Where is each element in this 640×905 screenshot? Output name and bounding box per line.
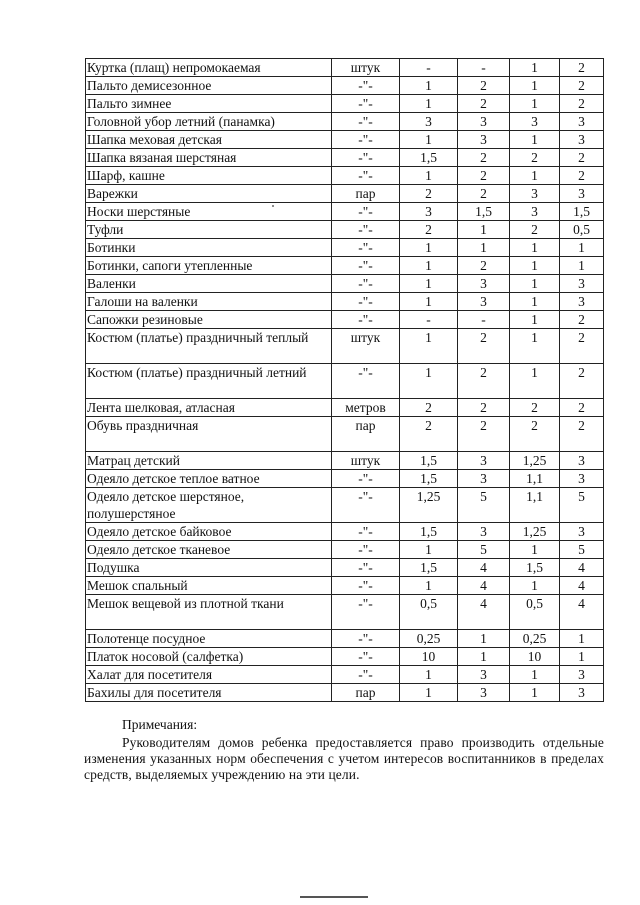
norm-value-cell-3: 1,1 bbox=[510, 488, 560, 523]
item-name-cell: Мешок вещевой из плотной ткани bbox=[86, 595, 332, 630]
unit-cell: штук bbox=[332, 452, 400, 470]
norm-value-cell-3: 10 bbox=[510, 648, 560, 666]
norm-value-cell-3: 3 bbox=[510, 185, 560, 203]
item-name-cell: Полотенце посудное bbox=[86, 630, 332, 648]
unit-cell: -"- bbox=[332, 559, 400, 577]
norm-value-cell-4: 5 bbox=[560, 488, 604, 523]
norm-value-cell-4: 4 bbox=[560, 559, 604, 577]
norm-value-cell-1: 1 bbox=[400, 577, 458, 595]
norm-value-cell-1: 1 bbox=[400, 293, 458, 311]
norm-value-cell-3: 3 bbox=[510, 203, 560, 221]
table-row bbox=[86, 257, 604, 275]
norm-value-cell-4: 3 bbox=[560, 470, 604, 488]
norm-value-cell-4: 1 bbox=[560, 648, 604, 666]
norm-value-cell-1: 1,5 bbox=[400, 452, 458, 470]
unit-cell: -"- bbox=[332, 311, 400, 329]
norm-value-cell-1: 1 bbox=[400, 329, 458, 364]
norm-value-cell-2: 3 bbox=[458, 470, 510, 488]
norm-value-cell-3: 1,1 bbox=[510, 470, 560, 488]
norm-value-cell-3: 1 bbox=[510, 275, 560, 293]
norm-value-cell-2: 2 bbox=[458, 185, 510, 203]
table-row bbox=[86, 488, 604, 523]
norm-value-cell-1: 1 bbox=[400, 77, 458, 95]
norm-value-cell-3: 1 bbox=[510, 167, 560, 185]
norm-value-cell-2: 2 bbox=[458, 329, 510, 364]
norm-value-cell-4: 3 bbox=[560, 452, 604, 470]
table-row bbox=[86, 559, 604, 577]
norm-value-cell-2: 1 bbox=[458, 239, 510, 257]
norm-value-cell-2: 5 bbox=[458, 488, 510, 523]
table-row bbox=[86, 293, 604, 311]
item-name-cell: Туфли bbox=[86, 221, 332, 239]
norm-value-cell-3: 1 bbox=[510, 293, 560, 311]
norm-value-cell-1: - bbox=[400, 311, 458, 329]
unit-cell: штук bbox=[332, 59, 400, 77]
unit-cell: -"- bbox=[332, 221, 400, 239]
unit-cell: -"- bbox=[332, 595, 400, 630]
norm-value-cell-1: 1,25 bbox=[400, 488, 458, 523]
norm-value-cell-1: 1 bbox=[400, 684, 458, 702]
unit-cell: пар bbox=[332, 684, 400, 702]
norm-value-cell-3: 1 bbox=[510, 364, 560, 399]
norm-value-cell-3: 1 bbox=[510, 311, 560, 329]
unit-cell: -"- bbox=[332, 239, 400, 257]
table-row bbox=[86, 59, 604, 77]
norm-value-cell-1: - bbox=[400, 59, 458, 77]
norm-value-cell-2: 3 bbox=[458, 684, 510, 702]
norm-value-cell-2: 4 bbox=[458, 559, 510, 577]
norm-value-cell-4: 2 bbox=[560, 77, 604, 95]
norm-value-cell-3: 1 bbox=[510, 95, 560, 113]
table-row bbox=[86, 203, 604, 221]
norm-value-cell-2: 2 bbox=[458, 364, 510, 399]
norm-value-cell-1: 3 bbox=[400, 113, 458, 131]
item-name-cell: Ботинки, сапоги утепленные bbox=[86, 257, 332, 275]
unit-cell: -"- bbox=[332, 523, 400, 541]
norm-value-cell-1: 1,5 bbox=[400, 470, 458, 488]
item-name-cell: Куртка (плащ) непромокаемая bbox=[86, 59, 332, 77]
norm-value-cell-3: 1 bbox=[510, 59, 560, 77]
norm-value-cell-2: 1 bbox=[458, 648, 510, 666]
norm-value-cell-1: 2 bbox=[400, 417, 458, 452]
norm-value-cell-2: 4 bbox=[458, 577, 510, 595]
unit-cell: -"- bbox=[332, 541, 400, 559]
norm-value-cell-3: 1 bbox=[510, 131, 560, 149]
norm-value-cell-3: 0,5 bbox=[510, 595, 560, 630]
unit-cell: -"- bbox=[332, 131, 400, 149]
item-name-cell: Шарф, кашне bbox=[86, 167, 332, 185]
norm-value-cell-2: 5 bbox=[458, 541, 510, 559]
table-row bbox=[86, 595, 604, 630]
table-row bbox=[86, 452, 604, 470]
table-row bbox=[86, 77, 604, 95]
norm-value-cell-1: 1 bbox=[400, 541, 458, 559]
norm-value-cell-4: 4 bbox=[560, 595, 604, 630]
unit-cell: -"- bbox=[332, 488, 400, 523]
norm-value-cell-2: 3 bbox=[458, 452, 510, 470]
norm-value-cell-2: 2 bbox=[458, 149, 510, 167]
norm-value-cell-2: - bbox=[458, 311, 510, 329]
unit-cell: -"- bbox=[332, 666, 400, 684]
item-name-cell: Валенки bbox=[86, 275, 332, 293]
table-row bbox=[86, 167, 604, 185]
table-body bbox=[86, 59, 604, 702]
norm-value-cell-4: 2 bbox=[560, 364, 604, 399]
table-row bbox=[86, 630, 604, 648]
item-name-cell: Одеяло детское тканевое bbox=[86, 541, 332, 559]
item-name-cell: Одеяло детское байковое bbox=[86, 523, 332, 541]
table-row bbox=[86, 185, 604, 203]
item-name-cell: Шапка меховая детская bbox=[86, 131, 332, 149]
norm-value-cell-2: - bbox=[458, 59, 510, 77]
unit-cell: -"- bbox=[332, 203, 400, 221]
norm-value-cell-2: 2 bbox=[458, 399, 510, 417]
norm-value-cell-2: 4 bbox=[458, 595, 510, 630]
norm-value-cell-2: 3 bbox=[458, 131, 510, 149]
norm-value-cell-3: 2 bbox=[510, 221, 560, 239]
unit-cell: -"- bbox=[332, 630, 400, 648]
norm-value-cell-3: 2 bbox=[510, 399, 560, 417]
norm-value-cell-4: 2 bbox=[560, 167, 604, 185]
norm-value-cell-2: 3 bbox=[458, 275, 510, 293]
notes-heading: Примечания: bbox=[122, 717, 198, 732]
table-row bbox=[86, 221, 604, 239]
item-name-cell: Носки шерстяные bbox=[86, 203, 332, 221]
table-row bbox=[86, 149, 604, 167]
table-row bbox=[86, 541, 604, 559]
item-name-cell: Халат для посетителя bbox=[86, 666, 332, 684]
norm-value-cell-1: 3 bbox=[400, 203, 458, 221]
norm-value-cell-3: 1 bbox=[510, 257, 560, 275]
norm-value-cell-2: 1 bbox=[458, 630, 510, 648]
item-name-cell: Одеяло детское шерстяное, полушерстяное bbox=[86, 488, 332, 523]
table-row bbox=[86, 95, 604, 113]
table-row bbox=[86, 131, 604, 149]
unit-cell: -"- bbox=[332, 577, 400, 595]
norm-value-cell-4: 3 bbox=[560, 131, 604, 149]
norm-value-cell-1: 1,5 bbox=[400, 523, 458, 541]
footer-line bbox=[300, 896, 368, 898]
unit-cell: -"- bbox=[332, 364, 400, 399]
table-row bbox=[86, 577, 604, 595]
unit-cell: -"- bbox=[332, 293, 400, 311]
norm-value-cell-1: 1 bbox=[400, 257, 458, 275]
table-row bbox=[86, 311, 604, 329]
norm-value-cell-4: 4 bbox=[560, 577, 604, 595]
norm-value-cell-2: 2 bbox=[458, 77, 510, 95]
norm-value-cell-4: 3 bbox=[560, 185, 604, 203]
norm-value-cell-4: 1 bbox=[560, 239, 604, 257]
norm-value-cell-4: 2 bbox=[560, 399, 604, 417]
notes-text: Руководителям домов ребенка предоставляется право производить отдельные изменения указанных норм обеспечения с учетом интересов воспитанников в пределах средств, выделяемых учреждению на эти цели. bbox=[84, 735, 604, 782]
unit-cell: -"- bbox=[332, 257, 400, 275]
item-name-cell: Платок носовой (салфетка) bbox=[86, 648, 332, 666]
norm-value-cell-4: 2 bbox=[560, 329, 604, 364]
scan-speck bbox=[272, 205, 274, 207]
notes-section bbox=[84, 717, 604, 783]
norm-value-cell-3: 2 bbox=[510, 149, 560, 167]
norm-value-cell-2: 2 bbox=[458, 257, 510, 275]
table-row bbox=[86, 239, 604, 257]
norm-value-cell-4: 3 bbox=[560, 666, 604, 684]
supply-norms-table bbox=[85, 58, 604, 702]
norm-value-cell-4: 3 bbox=[560, 523, 604, 541]
item-name-cell: Шапка вязаная шерстяная bbox=[86, 149, 332, 167]
unit-cell: -"- bbox=[332, 648, 400, 666]
norm-value-cell-4: 3 bbox=[560, 275, 604, 293]
unit-cell: -"- bbox=[332, 95, 400, 113]
norm-value-cell-1: 1,5 bbox=[400, 559, 458, 577]
norm-value-cell-3: 1 bbox=[510, 239, 560, 257]
norm-value-cell-4: 1 bbox=[560, 257, 604, 275]
table-row bbox=[86, 113, 604, 131]
norm-value-cell-1: 2 bbox=[400, 185, 458, 203]
item-name-cell: Варежки bbox=[86, 185, 332, 203]
norm-value-cell-1: 1 bbox=[400, 95, 458, 113]
norm-value-cell-1: 2 bbox=[400, 399, 458, 417]
item-name-cell: Подушка bbox=[86, 559, 332, 577]
unit-cell: -"- bbox=[332, 167, 400, 185]
unit-cell: пар bbox=[332, 185, 400, 203]
norm-value-cell-1: 1 bbox=[400, 131, 458, 149]
item-name-cell: Матрац детский bbox=[86, 452, 332, 470]
table-row bbox=[86, 684, 604, 702]
norm-value-cell-2: 2 bbox=[458, 417, 510, 452]
norm-value-cell-2: 3 bbox=[458, 113, 510, 131]
item-name-cell: Обувь праздничная bbox=[86, 417, 332, 452]
norm-value-cell-2: 1,5 bbox=[458, 203, 510, 221]
norm-value-cell-1: 1 bbox=[400, 666, 458, 684]
norm-value-cell-3: 2 bbox=[510, 417, 560, 452]
norm-value-cell-1: 1 bbox=[400, 275, 458, 293]
item-name-cell: Мешок спальный bbox=[86, 577, 332, 595]
norm-value-cell-4: 5 bbox=[560, 541, 604, 559]
table-row bbox=[86, 523, 604, 541]
norm-value-cell-2: 3 bbox=[458, 666, 510, 684]
norm-value-cell-4: 3 bbox=[560, 684, 604, 702]
item-name-cell: Одеяло детское теплое ватное bbox=[86, 470, 332, 488]
table-row bbox=[86, 666, 604, 684]
norm-value-cell-4: 1 bbox=[560, 630, 604, 648]
norm-value-cell-1: 0,5 bbox=[400, 595, 458, 630]
norm-value-cell-1: 10 bbox=[400, 648, 458, 666]
norm-value-cell-1: 1 bbox=[400, 364, 458, 399]
norm-value-cell-1: 2 bbox=[400, 221, 458, 239]
norm-value-cell-3: 1 bbox=[510, 577, 560, 595]
unit-cell: -"- bbox=[332, 113, 400, 131]
unit-cell: -"- bbox=[332, 149, 400, 167]
norm-value-cell-4: 2 bbox=[560, 95, 604, 113]
norm-value-cell-3: 1 bbox=[510, 329, 560, 364]
norm-value-cell-3: 3 bbox=[510, 113, 560, 131]
norm-value-cell-1: 0,25 bbox=[400, 630, 458, 648]
norm-value-cell-4: 0,5 bbox=[560, 221, 604, 239]
table-row bbox=[86, 417, 604, 452]
item-name-cell: Пальто демисезонное bbox=[86, 77, 332, 95]
table-row bbox=[86, 648, 604, 666]
norm-value-cell-3: 1,5 bbox=[510, 559, 560, 577]
table-row bbox=[86, 329, 604, 364]
item-name-cell: Галоши на валенки bbox=[86, 293, 332, 311]
table-row bbox=[86, 399, 604, 417]
item-name-cell: Костюм (платье) праздничный теплый bbox=[86, 329, 332, 364]
norm-value-cell-3: 0,25 bbox=[510, 630, 560, 648]
unit-cell: пар bbox=[332, 417, 400, 452]
table-row bbox=[86, 470, 604, 488]
norm-value-cell-4: 2 bbox=[560, 149, 604, 167]
norm-value-cell-3: 1 bbox=[510, 541, 560, 559]
norm-value-cell-4: 1,5 bbox=[560, 203, 604, 221]
item-name-cell: Ботинки bbox=[86, 239, 332, 257]
norm-value-cell-3: 1 bbox=[510, 77, 560, 95]
norm-value-cell-4: 2 bbox=[560, 417, 604, 452]
norm-value-cell-4: 2 bbox=[560, 311, 604, 329]
norm-value-cell-2: 3 bbox=[458, 523, 510, 541]
norm-value-cell-1: 1 bbox=[400, 167, 458, 185]
item-name-cell: Бахилы для посетителя bbox=[86, 684, 332, 702]
norm-value-cell-2: 3 bbox=[458, 293, 510, 311]
unit-cell: -"- bbox=[332, 77, 400, 95]
table-row bbox=[86, 364, 604, 399]
item-name-cell: Лента шелковая, атласная bbox=[86, 399, 332, 417]
item-name-cell: Головной убор летний (панамка) bbox=[86, 113, 332, 131]
norm-value-cell-1: 1,5 bbox=[400, 149, 458, 167]
table-row bbox=[86, 275, 604, 293]
norm-value-cell-4: 2 bbox=[560, 59, 604, 77]
norm-value-cell-3: 1,25 bbox=[510, 523, 560, 541]
item-name-cell: Сапожки резиновые bbox=[86, 311, 332, 329]
item-name-cell: Костюм (платье) праздничный летний bbox=[86, 364, 332, 399]
unit-cell: метров bbox=[332, 399, 400, 417]
norm-value-cell-3: 1 bbox=[510, 666, 560, 684]
norm-value-cell-3: 1,25 bbox=[510, 452, 560, 470]
unit-cell: -"- bbox=[332, 275, 400, 293]
norm-value-cell-3: 1 bbox=[510, 684, 560, 702]
norm-value-cell-2: 1 bbox=[458, 221, 510, 239]
norm-value-cell-2: 2 bbox=[458, 95, 510, 113]
norm-value-cell-1: 1 bbox=[400, 239, 458, 257]
item-name-cell: Пальто зимнее bbox=[86, 95, 332, 113]
norm-value-cell-4: 3 bbox=[560, 293, 604, 311]
norm-value-cell-4: 3 bbox=[560, 113, 604, 131]
norm-value-cell-2: 2 bbox=[458, 167, 510, 185]
unit-cell: -"- bbox=[332, 470, 400, 488]
unit-cell: штук bbox=[332, 329, 400, 364]
